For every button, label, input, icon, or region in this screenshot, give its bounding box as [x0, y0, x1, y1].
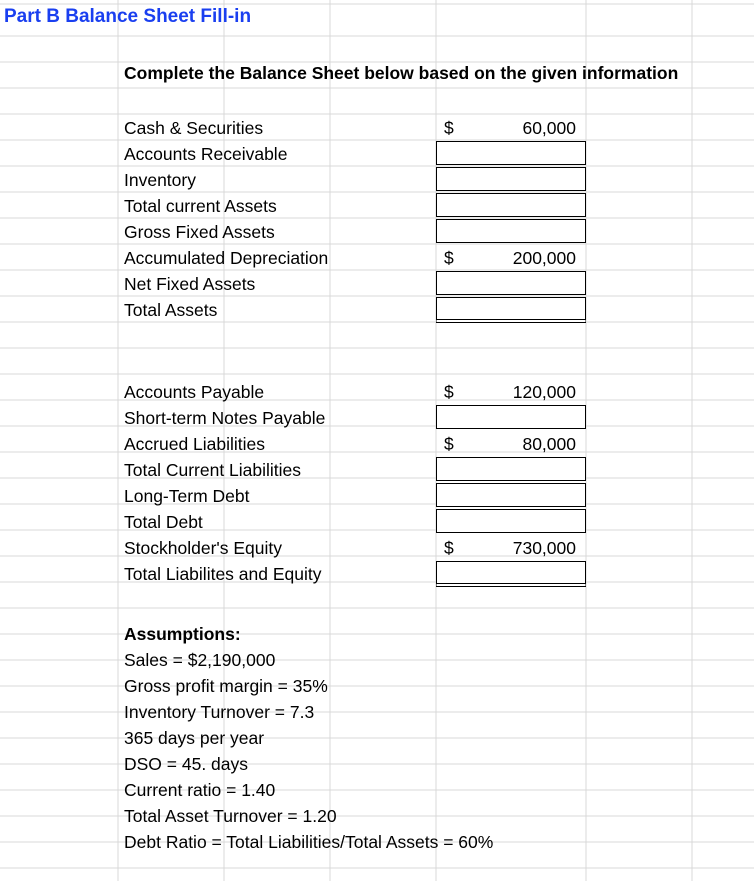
- label-net-fixed-assets: Net Fixed Assets: [124, 274, 256, 294]
- accounts-receivable-input[interactable]: [436, 141, 586, 165]
- value-accrued-liabilities: 80,000: [522, 434, 576, 454]
- total-current-liabilities-input[interactable]: [436, 457, 586, 481]
- assumption-item: Total Asset Turnover = 1.20: [124, 806, 337, 826]
- inventory-input[interactable]: [436, 167, 586, 191]
- currency-symbol: $: [444, 118, 454, 138]
- label-accounts-receivable: Accounts Receivable: [124, 144, 288, 164]
- label-total-assets: Total Assets: [124, 300, 218, 320]
- label-long-term-debt: Long-Term Debt: [124, 486, 250, 506]
- label-accounts-payable: Accounts Payable: [124, 382, 265, 402]
- label-total-debt: Total Debt: [124, 512, 203, 532]
- label-total-liabilities-equity: Total Liabilites and Equity: [124, 564, 322, 584]
- short-term-notes-input[interactable]: [436, 405, 586, 429]
- value-accumulated-depreciation: 200,000: [512, 248, 576, 268]
- label-short-term-notes: Short-term Notes Payable: [124, 408, 326, 428]
- label-inventory: Inventory: [124, 170, 196, 190]
- value-cash-securities: 60,000: [522, 118, 576, 138]
- assumption-item: DSO = 45. days: [124, 754, 249, 774]
- value-accounts-payable: 120,000: [512, 382, 576, 402]
- label-stockholders-equity: Stockholder's Equity: [124, 538, 283, 558]
- label-total-current-assets: Total current Assets: [124, 196, 277, 216]
- total-liabilities-equity-input[interactable]: [436, 561, 586, 587]
- currency-symbol: $: [444, 538, 454, 558]
- sheet-title: Part B Balance Sheet Fill-in: [4, 6, 252, 27]
- currency-symbol: $: [444, 434, 454, 454]
- currency-symbol: $: [444, 382, 454, 402]
- label-total-current-liabilities: Total Current Liabilities: [124, 460, 302, 480]
- gross-fixed-assets-input[interactable]: [436, 219, 586, 243]
- value-stockholders-equity: 730,000: [512, 538, 576, 558]
- total-assets-input[interactable]: [436, 297, 586, 323]
- assumption-item: 365 days per year: [124, 728, 265, 748]
- label-gross-fixed-assets: Gross Fixed Assets: [124, 222, 275, 242]
- label-accrued-liabilities: Accrued Liabilities: [124, 434, 266, 454]
- assumption-item: Sales = $2,190,000: [124, 650, 276, 670]
- long-term-debt-input[interactable]: [436, 483, 586, 507]
- assumption-item: Gross profit margin = 35%: [124, 676, 328, 696]
- total-debt-input[interactable]: [436, 509, 586, 533]
- label-cash-securities: Cash & Securities: [124, 118, 264, 138]
- currency-symbol: $: [444, 248, 454, 268]
- net-fixed-assets-input[interactable]: [436, 271, 586, 295]
- total-current-assets-input[interactable]: [436, 193, 586, 217]
- assumption-item: Inventory Turnover = 7.3: [124, 702, 315, 722]
- assumption-item: Debt Ratio = Total Liabilities/Total Assets = 60%: [124, 832, 494, 852]
- assumptions-heading: Assumptions:: [124, 624, 241, 644]
- label-accumulated-depreciation: Accumulated Depreciation: [124, 248, 329, 268]
- assumption-item: Current ratio = 1.40: [124, 780, 276, 800]
- instructions-heading: Complete the Balance Sheet below based on the given information: [124, 63, 679, 83]
